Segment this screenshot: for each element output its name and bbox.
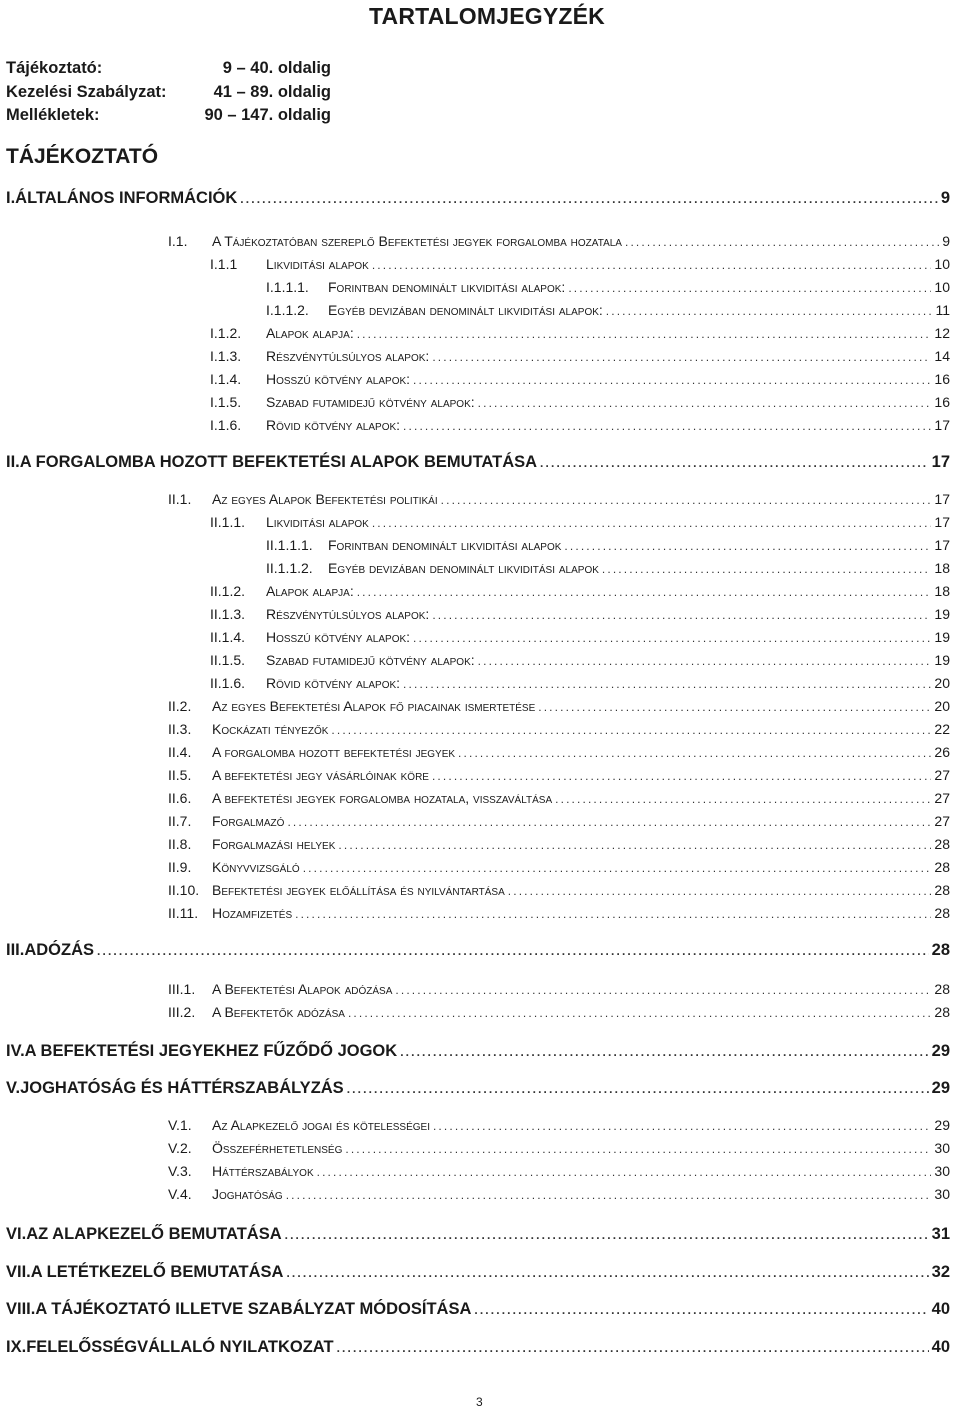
dot-leader [285, 1224, 929, 1246]
toc-entry-title: Részvénytúlsúlyos alapok: [266, 606, 430, 622]
toc-entry-number: II.2. [168, 698, 192, 714]
toc-entry-title: A TÁJÉKOZTATÓ ILLETVE SZABÁLYZAT MÓDOSÍTÁSA [35, 1300, 472, 1318]
toc-entry-page: 30 [934, 1186, 950, 1202]
toc-entry-page: 18 [934, 583, 950, 599]
toc-entry-number: III.2. [168, 1004, 196, 1020]
dot-leader [97, 940, 929, 962]
dot-leader [538, 696, 931, 718]
dot-leader [474, 1299, 928, 1321]
toc-entry[interactable] [210, 580, 950, 602]
toc-entry-page: 30 [934, 1163, 950, 1179]
toc-entry-page: 22 [934, 721, 950, 737]
toc-entry-title: Kockázati tényezők [212, 721, 329, 737]
toc-entry[interactable] [210, 391, 950, 413]
toc-entry[interactable] [210, 603, 950, 625]
summary-label: Mellékletek: [6, 106, 100, 124]
toc-entry[interactable] [210, 511, 950, 533]
toc-entry-title: A forgalomba hozott befektetési jegyek [212, 744, 456, 760]
toc-entry[interactable] [6, 451, 950, 473]
toc-entry[interactable] [168, 718, 950, 740]
toc-entry-number: II.1.1.2. [266, 560, 313, 576]
toc-entry-number: V. [6, 1079, 21, 1097]
toc-entry[interactable] [210, 368, 950, 390]
toc-entry[interactable] [168, 1160, 950, 1182]
toc-entry-page: 28 [934, 882, 950, 898]
toc-entry-page: 17 [934, 417, 950, 433]
toc-entry-number: V.4. [168, 1186, 192, 1202]
toc-entry-number: II.1. [168, 491, 192, 507]
toc-entry[interactable] [168, 695, 950, 717]
section-title: TÁJÉKOZTATÓ [6, 145, 159, 168]
toc-entry-page: 12 [934, 325, 950, 341]
dot-leader [413, 627, 931, 649]
dot-leader [478, 392, 932, 414]
dot-leader [331, 719, 931, 741]
toc-entry-page: 19 [934, 652, 950, 668]
toc-entry-title: AZ ALAPKEZELŐ BEMUTATÁSA [26, 1225, 282, 1243]
toc-entry-title: Könyvvizsgáló [212, 859, 300, 875]
dot-leader [287, 811, 931, 833]
toc-entry-title: Joghatóság [212, 1186, 283, 1202]
toc-entry[interactable] [210, 414, 950, 436]
toc-entry[interactable] [168, 741, 950, 763]
toc-entry[interactable] [6, 187, 950, 209]
toc-entry-title: A Befektetők adózása [212, 1004, 345, 1020]
toc-entry[interactable] [266, 534, 950, 556]
toc-entry[interactable] [168, 764, 950, 786]
toc-entry-page: 16 [934, 371, 950, 387]
dot-leader [337, 1337, 929, 1359]
page-title: TARTALOMJEGYZÉK [369, 3, 605, 29]
toc-entry-page: 27 [934, 813, 950, 829]
toc-entry-page: 28 [934, 981, 950, 997]
toc-entry-title: Forgalmazó [212, 813, 285, 829]
toc-entry[interactable] [168, 856, 950, 878]
toc-entry-title: Az egyes Befektetési Alapok fő piacainak ismertetése [212, 698, 536, 714]
dot-leader [478, 650, 932, 672]
toc-entry[interactable] [210, 345, 950, 367]
toc-entry[interactable] [210, 322, 950, 344]
summary-label: Tájékoztató: [6, 59, 103, 77]
toc-entry-title: ADÓZÁS [24, 941, 95, 959]
toc-entry-title: Alapok alapja: [266, 325, 354, 341]
toc-entry-number: VIII. [6, 1300, 36, 1318]
toc-entry-page: 11 [935, 302, 950, 318]
toc-entry[interactable] [168, 488, 950, 510]
dot-leader [602, 558, 932, 580]
dot-leader [433, 1115, 931, 1137]
toc-entry-number: II.1.5. [210, 652, 246, 668]
toc-entry-number: I.1.6. [210, 417, 242, 433]
summary-row [6, 104, 346, 128]
dot-leader [432, 604, 931, 626]
toc-entry-page: 17 [934, 514, 950, 530]
toc-entry[interactable] [6, 1077, 950, 1099]
toc-entry-title: Alapok alapja: [266, 583, 354, 599]
toc-entry[interactable] [210, 649, 950, 671]
dot-leader [413, 369, 931, 391]
toc-entry-title: Befektetési jegyek előállítása és nyilvántartása [212, 882, 505, 898]
dot-leader [606, 300, 933, 322]
toc-entry-page: 40 [931, 1300, 950, 1318]
dot-leader [432, 346, 931, 368]
toc-entry-page: 27 [934, 767, 950, 783]
toc-entry[interactable] [168, 1001, 950, 1023]
toc-entry-page: 14 [934, 348, 950, 364]
summary-range: 41 – 89. oldalig [213, 82, 331, 101]
dot-leader [403, 415, 931, 437]
toc-entry-page: 32 [931, 1263, 950, 1281]
toc-entry-number: VI. [6, 1225, 27, 1243]
toc-entry-number: II.8. [168, 836, 192, 852]
toc-entry-title: A FORGALOMBA HOZOTT BEFEKTETÉSI ALAPOK BEMUTATÁSA [19, 453, 538, 471]
toc-entry-number: II.1.2. [210, 583, 246, 599]
page-range-summary [6, 57, 346, 128]
toc-entry-title: Hosszú kötvény alapok: [266, 371, 411, 387]
dot-leader [432, 765, 931, 787]
toc-entry-number: II.7. [168, 813, 192, 829]
toc-entry-page: 10 [934, 279, 950, 295]
toc-entry-title: Az Alapkezelő jogai és kötelességei [212, 1117, 430, 1133]
toc-entry[interactable] [168, 978, 950, 1000]
dot-leader [400, 1041, 928, 1063]
toc-entry-page: 28 [934, 1004, 950, 1020]
summary-label: Kezelési Szabályzat: [6, 82, 167, 101]
toc-entry-number: I.1.5. [210, 394, 242, 410]
toc-entry-page: 27 [934, 790, 950, 806]
summary-row [6, 57, 346, 81]
dot-leader [345, 1138, 931, 1160]
toc-entry[interactable] [210, 626, 950, 648]
toc-entry-number: I.1.2. [210, 325, 242, 341]
toc-entry-number: II.1.4. [210, 629, 246, 645]
toc-entry-number: I. [6, 189, 16, 207]
dot-leader [357, 581, 932, 603]
dot-leader [348, 1002, 931, 1024]
toc-entry-title: Szabad futamidejű kötvény alapok: [266, 652, 475, 668]
toc-entry-number: IX. [6, 1338, 27, 1356]
toc-entry[interactable] [6, 1298, 950, 1320]
toc-entry-title: Hosszú kötvény alapok: [266, 629, 411, 645]
dot-leader [303, 857, 932, 879]
toc-entry-number: I.1.4. [210, 371, 242, 387]
toc-entry-number: II.1.1.1. [266, 537, 313, 553]
toc-entry-page: 19 [934, 606, 950, 622]
toc-entry-number: I.1. [168, 233, 188, 249]
toc-entry[interactable] [266, 557, 950, 579]
toc-entry[interactable] [168, 1114, 950, 1136]
toc-entry-number: I.1.1 [210, 256, 238, 272]
toc-entry-number: I.1.1.2. [266, 302, 309, 318]
toc-entry-title: A Tájékoztatóban szereplő Befektetési jegyek forgalomba hozatala [212, 233, 622, 249]
toc-entry-title: Rövid kötvény alapok: [266, 417, 401, 433]
toc-entry-number: II.1.6. [210, 675, 246, 691]
toc-entry-number: II.10. [168, 882, 200, 898]
toc-entry[interactable] [210, 253, 950, 275]
toc-entry-page: 28 [934, 905, 950, 921]
toc-entry-page: 30 [934, 1140, 950, 1156]
toc-entry-title: Egyéb devizában denominált likviditási alapok: [328, 302, 603, 318]
toc-entry-page: 16 [934, 394, 950, 410]
toc-entry-number: II.11. [168, 905, 199, 921]
dot-leader [458, 742, 931, 764]
toc-entry-number: III.1. [168, 981, 196, 997]
toc-entry-page: 9 [940, 189, 950, 207]
toc-entry[interactable] [6, 1223, 950, 1245]
dot-leader [508, 880, 932, 902]
toc-entry[interactable] [168, 787, 950, 809]
toc-entry-title: FELELŐSSÉGVÁLLALÓ NYILATKOZAT [26, 1338, 334, 1356]
toc-entry-number: IV. [6, 1042, 25, 1060]
toc-entry-page: 18 [934, 560, 950, 576]
summary-range: 90 – 147. oldalig [204, 106, 331, 124]
page-number: 3 [476, 1395, 483, 1409]
toc-entry-number: V.3. [168, 1163, 192, 1179]
dot-leader [357, 323, 932, 345]
toc-entry-page: 17 [931, 453, 950, 471]
toc-entry-title: JOGHATÓSÁG ÉS HÁTTÉRSZABÁLYZÁS [20, 1079, 344, 1097]
toc-entry-number: II.1.3. [210, 606, 246, 622]
toc-entry-title: Összeférhetetlenség [212, 1140, 343, 1156]
dot-leader [568, 277, 931, 299]
dot-leader [395, 979, 931, 1001]
toc-entry[interactable] [168, 833, 950, 855]
toc-entry-page: 28 [931, 941, 950, 959]
toc-entry-title: Rövid kötvény alapok: [266, 675, 401, 691]
toc-entry-title: ÁLTALÁNOS INFORMÁCIÓK [15, 189, 238, 207]
toc-entry-title: A LETÉTKEZELŐ BEMUTATÁSA [30, 1263, 284, 1281]
toc-entry-title: A befektetési jegy vásárlóinak köre [212, 767, 429, 783]
toc-entry-number: II.6. [168, 790, 192, 806]
summary-row [6, 81, 346, 105]
dot-leader [625, 231, 939, 253]
toc-entry[interactable] [168, 230, 950, 252]
toc-entry-number: II.9. [168, 859, 192, 875]
toc-entry-title: A BEFEKTETÉSI JEGYEKHEZ FŰZŐDŐ JOGOK [24, 1042, 398, 1060]
toc-entry-title: Likviditási alapok [266, 514, 369, 530]
toc-entry[interactable] [6, 939, 950, 961]
toc-entry-number: II.3. [168, 721, 192, 737]
dot-leader [286, 1184, 932, 1206]
dot-leader [555, 788, 931, 810]
toc-entry-number: I.1.1.1. [266, 279, 309, 295]
toc-entry-page: 17 [934, 537, 950, 553]
toc-entry[interactable] [168, 810, 950, 832]
dot-leader [286, 1262, 928, 1284]
toc-entry-title: Az egyes Alapok Befektetési politikái [212, 491, 438, 507]
dot-leader [403, 673, 931, 695]
toc-entry-number: V.1. [168, 1117, 192, 1133]
toc-entry-title: Háttérszabályok [212, 1163, 314, 1179]
toc-entry-number: I.1.3. [210, 348, 242, 364]
dot-leader [295, 903, 931, 925]
toc-entry-page: 29 [934, 1117, 950, 1133]
toc-entry-title: Forintban denominált likviditási alapok: [328, 279, 566, 295]
toc-entry-number: V.2. [168, 1140, 192, 1156]
dot-leader [240, 188, 938, 210]
toc-entry-page: 29 [931, 1079, 950, 1097]
toc-entry-number: II. [6, 453, 20, 471]
toc-entry-title: A befektetési jegyek forgalomba hozatala, visszaváltása [212, 790, 553, 806]
toc-entry-title: Likviditási alapok [266, 256, 369, 272]
toc-entry-title: Hozamfizetés [212, 905, 293, 921]
toc-entry-page: 10 [934, 256, 950, 272]
toc-entry-title: A Befektetési Alapok adózása [212, 981, 393, 997]
dot-leader [338, 834, 931, 856]
toc-entry[interactable] [266, 276, 950, 298]
toc-entry-number: II.5. [168, 767, 192, 783]
toc-entry-page: 28 [934, 859, 950, 875]
toc-entry[interactable] [6, 1040, 950, 1062]
toc-entry-page: 26 [934, 744, 950, 760]
toc-entry[interactable] [168, 1137, 950, 1159]
toc-entry-page: 19 [934, 629, 950, 645]
toc-entry-page: 29 [931, 1042, 950, 1060]
toc-entry[interactable] [168, 879, 950, 901]
toc-entry-title: Forintban denominált likviditási alapok [328, 537, 562, 553]
dot-leader [564, 535, 931, 557]
toc-entry-page: 17 [934, 491, 950, 507]
toc-entry[interactable] [6, 1261, 950, 1283]
toc-entry-title: Részvénytúlsúlyos alapok: [266, 348, 430, 364]
summary-range: 9 – 40. oldalig [222, 59, 331, 77]
toc-entry-page: 31 [931, 1225, 950, 1243]
toc-entry-page: 20 [934, 698, 950, 714]
toc-entry-page: 40 [931, 1338, 950, 1356]
toc-entry-title: Egyéb devizában denominált likviditási alapok [328, 560, 599, 576]
toc-entry[interactable] [266, 299, 950, 321]
toc-entry-page: 20 [934, 675, 950, 691]
dot-leader [441, 489, 932, 511]
toc-entry-title: Szabad futamidejű kötvény alapok: [266, 394, 475, 410]
dot-leader [540, 452, 929, 474]
toc-entry-number: VII. [6, 1263, 31, 1281]
dot-leader [372, 254, 932, 276]
toc-entry-number: II.1.1. [210, 514, 246, 530]
toc-entry-page: 9 [942, 233, 950, 249]
toc-entry[interactable] [168, 902, 950, 924]
dot-leader [372, 512, 932, 534]
toc-entry[interactable] [168, 1183, 950, 1205]
dot-leader [347, 1078, 929, 1100]
toc-entry-number: III. [6, 941, 25, 959]
toc-entry[interactable] [6, 1336, 950, 1358]
toc-entry[interactable] [210, 672, 950, 694]
dot-leader [317, 1161, 932, 1183]
toc-entry-title: Forgalmazási helyek [212, 836, 336, 852]
toc-entry-number: II.4. [168, 744, 192, 760]
toc-entry-page: 28 [934, 836, 950, 852]
